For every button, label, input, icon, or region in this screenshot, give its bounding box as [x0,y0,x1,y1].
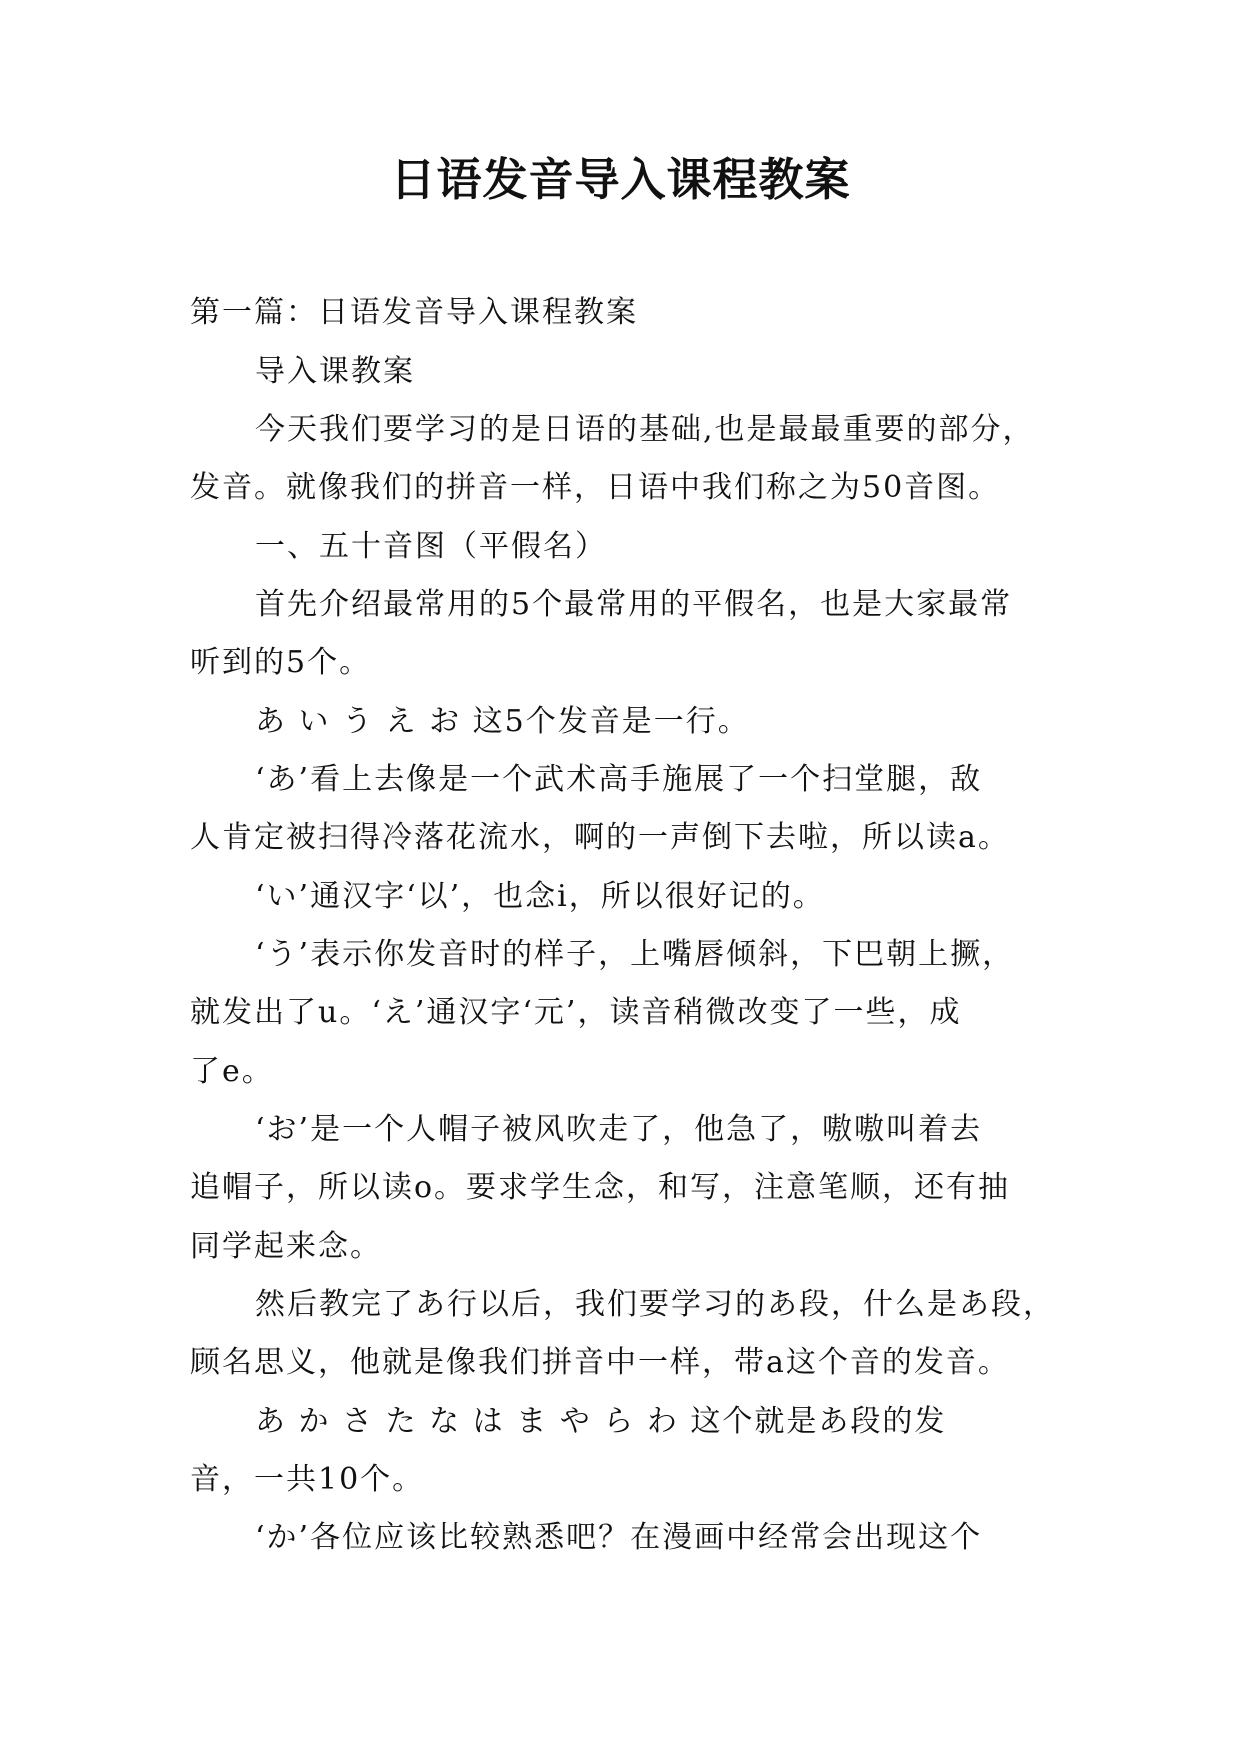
paragraph-line: ‘お’是一个人帽子被风吹走了，他急了，嗷嗷叫着去 [255,1112,983,1147]
document-title: 日语发音导入课程教案 [390,153,851,206]
paragraph-line: 就发出了u。‘え’通汉字‘元’，读音稍微改变了一些，成 [190,995,962,1030]
subheading-line: 导入课教案 [255,354,415,389]
paragraph-line: ‘い’通汉字‘以’，也念i，所以很好记的。 [255,879,825,914]
paragraph-line: ‘う’表示你发音时的样子，上嘴唇倾斜，下巴朝上撅， [255,937,1015,972]
paragraph-line: 发音。就像我们的拼音一样，日语中我们称之为50音图。 [190,470,1001,505]
paragraph-line: 了e。 [190,1054,274,1089]
paragraph-line: ‘か’各位应该比较熟悉吧？在漫画中经常会出现这个 [255,1520,983,1555]
paragraph-line: 追帽子，所以读o。要求学生念，和写，注意笔顺，还有抽 [190,1170,1011,1205]
paragraph-line: 音，一共10个。 [190,1462,425,1497]
paragraph-line: 同学起来念。 [190,1229,382,1264]
paragraph-line: 首先介绍最常用的5个最常用的平假名，也是大家最常 [255,587,1013,622]
paragraph-line: 然后教完了あ行以后，我们要学习的あ段，什么是あ段， [255,1287,1055,1322]
heading-line: 第一篇：日语发音导入课程教案 [190,295,638,330]
paragraph-line: 今天我们要学习的是日语的基础,也是最最重要的部分， [255,412,1035,447]
paragraph-line: 听到的5个。 [190,645,372,680]
paragraph-line: あ い う え お 这5个发音是一行。 [255,704,750,739]
paragraph-line: 人肯定被扫得冷落花流水，啊的一声倒下去啦，所以读a。 [190,820,1010,855]
section-heading-line: 一、五十音图（平假名） [255,529,607,564]
paragraph-line: ‘あ’看上去像是一个武术高手施展了一个扫堂腿，敌 [255,762,983,797]
paragraph-line: 顾名思义，他就是像我们拼音中一样，带a这个音的发音。 [190,1345,1010,1380]
paragraph-line: あ か さ た な は ま や ら わ 这个就是あ段的发 [255,1404,947,1439]
